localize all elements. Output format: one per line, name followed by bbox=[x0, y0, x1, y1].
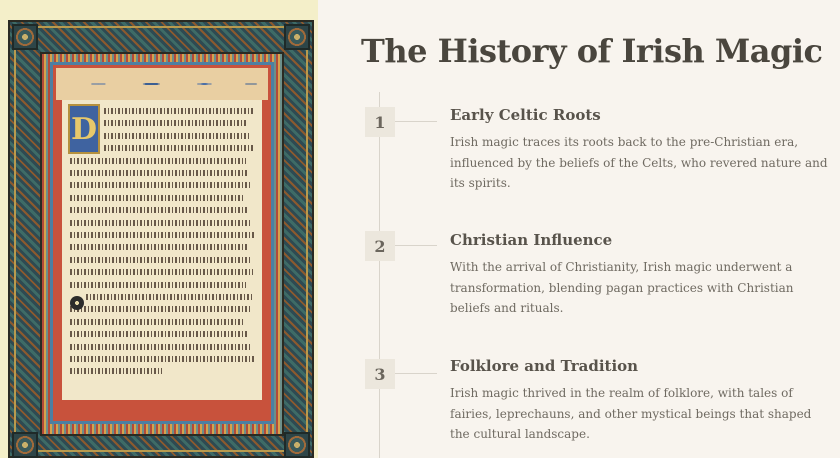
script-line bbox=[104, 133, 250, 139]
script-line bbox=[70, 220, 251, 226]
step-connector bbox=[395, 121, 437, 122]
scrollwork-header bbox=[56, 68, 268, 100]
step-connector bbox=[395, 373, 437, 374]
script-line bbox=[70, 356, 254, 362]
script-line bbox=[104, 145, 253, 151]
step-number-badge: 2 bbox=[365, 231, 395, 261]
step-description: Irish magic thrived in the realm of folklore, with tales of fairies, leprechauns, and other mystical beings that shaped the cultural landscape. bbox=[450, 386, 812, 441]
timeline-line bbox=[379, 92, 380, 458]
step-title: Christian Influence bbox=[450, 231, 613, 249]
corner-ornament-top-left bbox=[12, 24, 38, 50]
script-line bbox=[104, 108, 254, 114]
script-line bbox=[70, 368, 162, 374]
script-line bbox=[70, 306, 252, 312]
corner-ornament-bottom-right bbox=[284, 432, 310, 458]
script-line bbox=[70, 244, 247, 250]
script-line bbox=[70, 207, 248, 213]
ornament-dot-icon bbox=[70, 296, 84, 310]
step-title: Early Celtic Roots bbox=[450, 106, 601, 124]
script-line bbox=[70, 257, 250, 263]
step-number-badge: 1 bbox=[365, 107, 395, 137]
illuminated-initial: D bbox=[68, 104, 100, 154]
page-title: The History of Irish Magic bbox=[361, 32, 823, 70]
script-line bbox=[86, 294, 254, 300]
script-line bbox=[70, 195, 245, 201]
script-line bbox=[70, 269, 253, 275]
script-line bbox=[70, 232, 254, 238]
corner-ornament-bottom-left bbox=[12, 432, 38, 458]
script-line bbox=[70, 319, 245, 325]
script-line bbox=[104, 120, 247, 126]
script-line bbox=[70, 170, 249, 176]
manuscript-image bbox=[0, 0, 318, 458]
script-line bbox=[70, 331, 248, 337]
step-number-badge: 3 bbox=[365, 359, 395, 389]
script-line bbox=[70, 182, 252, 188]
script-line bbox=[70, 344, 251, 350]
script-line bbox=[70, 158, 246, 164]
step-connector bbox=[395, 245, 437, 246]
step-description: Irish magic traces its roots back to the pre-Christian era, influenced by the beliefs of the Celts, who revered nature and its spirits. bbox=[450, 135, 828, 190]
script-line bbox=[70, 282, 246, 288]
corner-ornament-top-right bbox=[284, 24, 310, 50]
step-title: Folklore and Tradition bbox=[450, 357, 639, 375]
step-description: With the arrival of Christianity, Irish magic underwent a transformation, blending pagan practices with Christian beliefs and rituals. bbox=[450, 260, 794, 315]
